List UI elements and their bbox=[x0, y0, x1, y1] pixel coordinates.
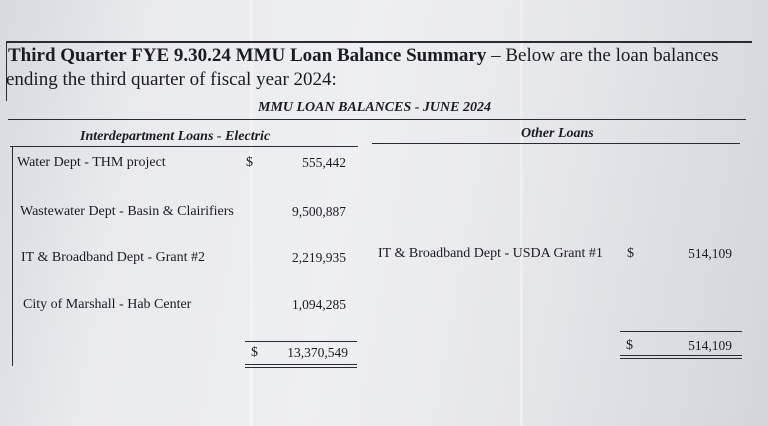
summary-title: Third Quarter FYE 9.30.24 MMU Loan Balance Summary bbox=[8, 45, 487, 66]
right-row-currency: $ bbox=[627, 246, 634, 261]
right-total-double-rule bbox=[620, 355, 742, 356]
right-total-amount: 514,109 bbox=[688, 338, 732, 353]
left-total-double-rule bbox=[245, 364, 357, 365]
left-row-label: Wastewater Dept - Basin & Clairifiers bbox=[20, 204, 234, 219]
left-total-top-rule bbox=[245, 341, 357, 342]
left-header-rule bbox=[10, 146, 358, 147]
right-column-header: Other Loans bbox=[521, 126, 594, 141]
table-title-rule bbox=[8, 119, 746, 120]
left-row-currency: $ bbox=[246, 155, 253, 170]
summary-title-rest: – Below are the loan balances bbox=[486, 45, 719, 66]
right-total-double-rule bbox=[620, 358, 742, 359]
left-column-header: Interdepartment Loans - Electric bbox=[80, 129, 271, 144]
left-row-amount: 9,500,887 bbox=[292, 204, 346, 219]
left-row-label: Water Dept - THM project bbox=[17, 155, 166, 170]
left-row-label: City of Marshall - Hab Center bbox=[23, 297, 192, 312]
right-row-label: IT & Broadband Dept - USDA Grant #1 bbox=[378, 246, 603, 261]
heading-top-border bbox=[6, 41, 752, 43]
left-total-double-rule bbox=[245, 367, 357, 368]
table-left-border bbox=[12, 146, 13, 366]
left-total-amount: 13,370,549 bbox=[287, 345, 348, 360]
left-total-currency: $ bbox=[251, 345, 258, 360]
left-row-amount: 555,442 bbox=[302, 155, 346, 170]
summary-heading bbox=[8, 44, 718, 67]
right-total-top-rule bbox=[620, 331, 742, 332]
left-row-amount: 1,094,285 bbox=[292, 297, 346, 312]
left-row-label: IT & Broadband Dept - Grant #2 bbox=[21, 250, 206, 265]
table-title: MMU LOAN BALANCES - JUNE 2024 bbox=[258, 100, 491, 115]
right-row-amount: 514,109 bbox=[688, 246, 732, 261]
left-row-amount: 2,219,935 bbox=[292, 250, 346, 265]
summary-subheading: ending the third quarter of fiscal year 2024: bbox=[6, 69, 337, 90]
right-total-currency: $ bbox=[626, 338, 633, 353]
right-header-rule bbox=[372, 143, 740, 144]
